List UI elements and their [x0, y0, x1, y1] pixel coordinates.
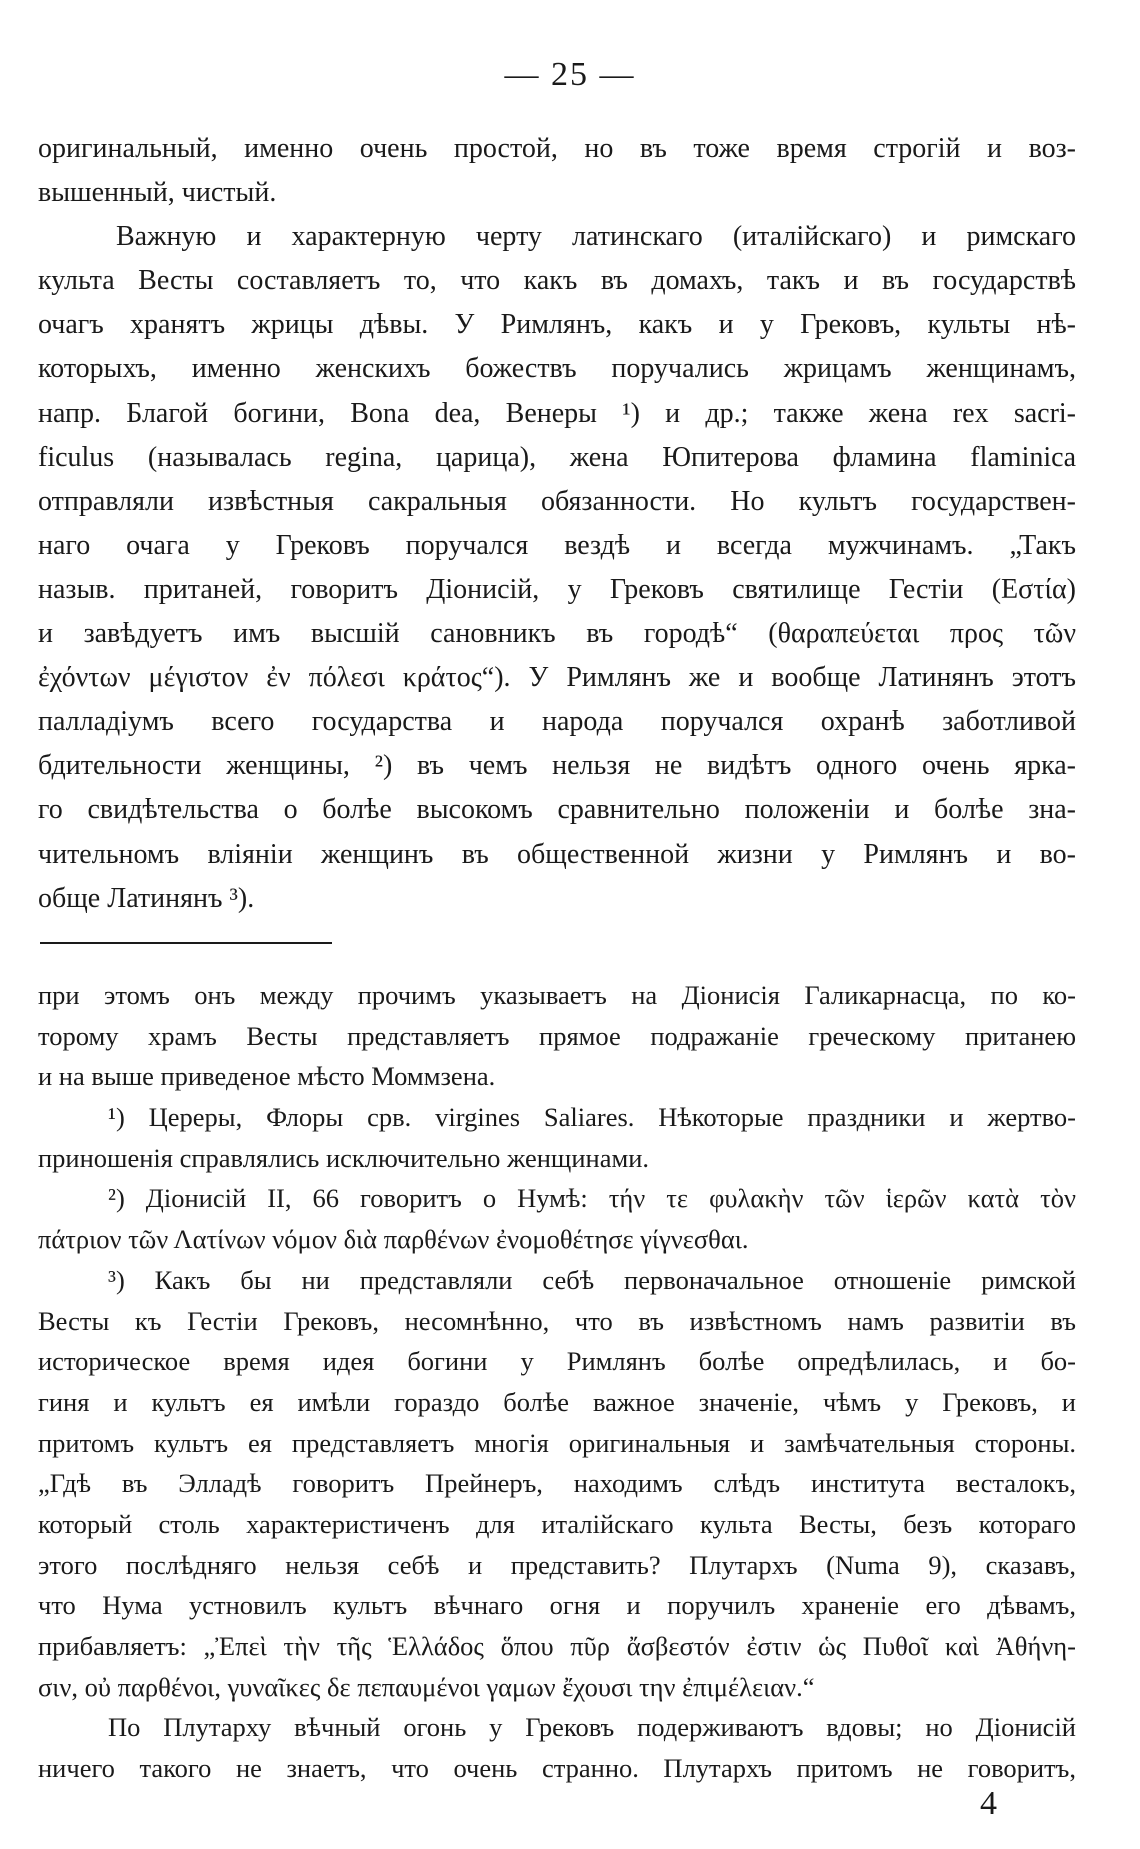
main-line: обще Латинянъ ³).: [38, 882, 255, 914]
footnote-line: при этомъ онъ между прочимъ указываетъ на Діонисія Галикарнасца, по ко-: [38, 980, 1076, 1010]
footnote-line: этого послѣдняго нельзя себѣ и представить? Плутархъ (Numa 9), сказавъ,: [38, 1549, 1076, 1580]
footnote-line: ³) Какъ бы ни представляли себѣ первоначальное отношеніе римской: [108, 1264, 1076, 1295]
signature-mark: 4: [980, 1785, 997, 1822]
footnote-line: и на выше приведеное мѣсто Моммзена.: [38, 1061, 496, 1092]
footnote-line: ²) Діонисій II, 66 говоритъ о Нумѣ: τήν τε φυλακὴν τῶν ἱερῶν κατὰ τὸν: [108, 1183, 1076, 1214]
main-line: ficulus (называлась regina, царица), жена Юпитерова фламина flaminica: [38, 441, 1076, 473]
main-line: которыхъ, именно женскихъ божествъ поручались жрицамъ женщинамъ,: [38, 353, 1076, 385]
main-line: культа Весты составляетъ то, что какъ въ домахъ, такъ и въ государствѣ: [38, 265, 1076, 297]
main-line: наго очага у Грековъ поручался вездѣ и всегда мужчинамъ. „Такъ: [38, 529, 1076, 561]
footnote-line: Весты къ Гестіи Грековъ, несомнѣнно, что въ извѣстномъ намъ развитіи въ: [38, 1305, 1076, 1336]
main-line: бдительности женщины, ²) въ чемъ нельзя не видѣтъ одного очень ярка-: [38, 750, 1076, 782]
main-line: го свидѣтельства о болѣе высокомъ сравнительно положеніи и болѣе зна-: [38, 794, 1076, 826]
main-line: оригинальный, именно очень простой, но въ тоже время строгій и воз-: [38, 133, 1076, 164]
footnote-line: По Плутарху вѣчный огонь у Грековъ подерживаютъ вдовы; но Діонисій: [108, 1712, 1076, 1743]
footnote-line: торому храмъ Весты представляетъ прямое подражаніе греческому пританею: [38, 1020, 1076, 1051]
footnote-line: „Гдѣ въ Элладѣ говоритъ Прейнеръ, находимъ слѣдъ института весталокъ,: [38, 1468, 1076, 1499]
footnote-line: который столь характеристиченъ для италійскаго культа Весты, безъ котораго: [38, 1508, 1076, 1539]
footnote-line: πάτριον τῶν Λατίνων νόμον διὰ παρθένων ἐνομοθέτησε γίγνεσθαι.: [38, 1224, 749, 1255]
footnote-line: гиня и культъ ея имѣли гораздо болѣе важное значеніе, чѣмъ у Грековъ, и: [38, 1386, 1076, 1417]
main-line: вышенный, чистый.: [38, 177, 277, 209]
main-line: ἐχόντων μέγιστον ἐν πόλεσι κράτος“). У Римлянъ же и вообще Латинянъ этотъ: [38, 662, 1076, 694]
footnote-line: что Нума устновилъ культъ вѣчнаго огня и поручилъ храненіе его дѣвамъ,: [38, 1590, 1076, 1621]
footnote-2: [38, 1178, 1076, 1259]
footnotes: [38, 975, 1076, 1789]
footnote-divider: [40, 942, 332, 944]
main-line: отправляли извѣстныя сакральныя обязанности. Но культъ государствен-: [38, 485, 1076, 517]
footnote-closing: [38, 1707, 1076, 1788]
footnote-1: [38, 1097, 1076, 1178]
main-line: чительномъ вліяніи женщинъ въ общественной жизни у Римлянъ и во-: [38, 838, 1076, 870]
page-number: — 25 —: [504, 56, 636, 93]
footnote-line: ¹) Цереры, Флоры срв. virgines Saliares. Нѣкоторые праздники и жертво-: [108, 1102, 1076, 1133]
footnote-line: приношенія справлялись исключительно женщинами.: [38, 1142, 650, 1173]
footnote-line: σιν, οὐ παρθένοι, γυναῖκες δε πεπαυμένοι γαμων ἔχουσι την ἐπιμέλειαν.“: [38, 1671, 815, 1702]
main-text: [38, 127, 1076, 921]
footnote-line: историческое время идея богини у Римлянъ болѣе опредѣлилась, и бо-: [38, 1346, 1076, 1377]
main-line: напр. Благой богини, Bona dea, Венеры ¹) и др.; также жена rex sacri-: [38, 397, 1076, 429]
main-line: и завѣдуетъ имъ высшій сановникъ въ городѣ“ (θαραπεύεται προς τῶν: [38, 618, 1076, 650]
footnote-3: [38, 1260, 1076, 1708]
main-line: очагъ хранятъ жрицы дѣвы. У Римлянъ, какъ и у Грековъ, культы нѣ-: [38, 309, 1076, 341]
footnote-continuation: [38, 975, 1076, 1097]
footnote-line: ничего такого не знаетъ, что очень странно. Плутархъ притомъ не говоритъ,: [38, 1753, 1076, 1784]
footnote-line: притомъ культъ ея представляетъ многія оригинальныя и замѣчательныя стороны.: [38, 1427, 1076, 1458]
main-line: палладіумъ всего государства и народа поручался охранѣ заботливой: [38, 706, 1076, 738]
main-line: Важную и характерную черту латинскаго (италійскаго) и римскаго: [116, 221, 1076, 253]
footnote-line: прибавляетъ: „Ἐπεὶ τὴν τῆς Ἑλλάδος ὅπου πῦρ ἄσβεστόν ἐστιν ὡς Πυθοῖ καὶ Ἀθήνη-: [38, 1631, 1076, 1661]
main-line: назыв. пританей, говоритъ Діонисій, у Грековъ святилище Гестіи (Εστία): [38, 573, 1076, 605]
